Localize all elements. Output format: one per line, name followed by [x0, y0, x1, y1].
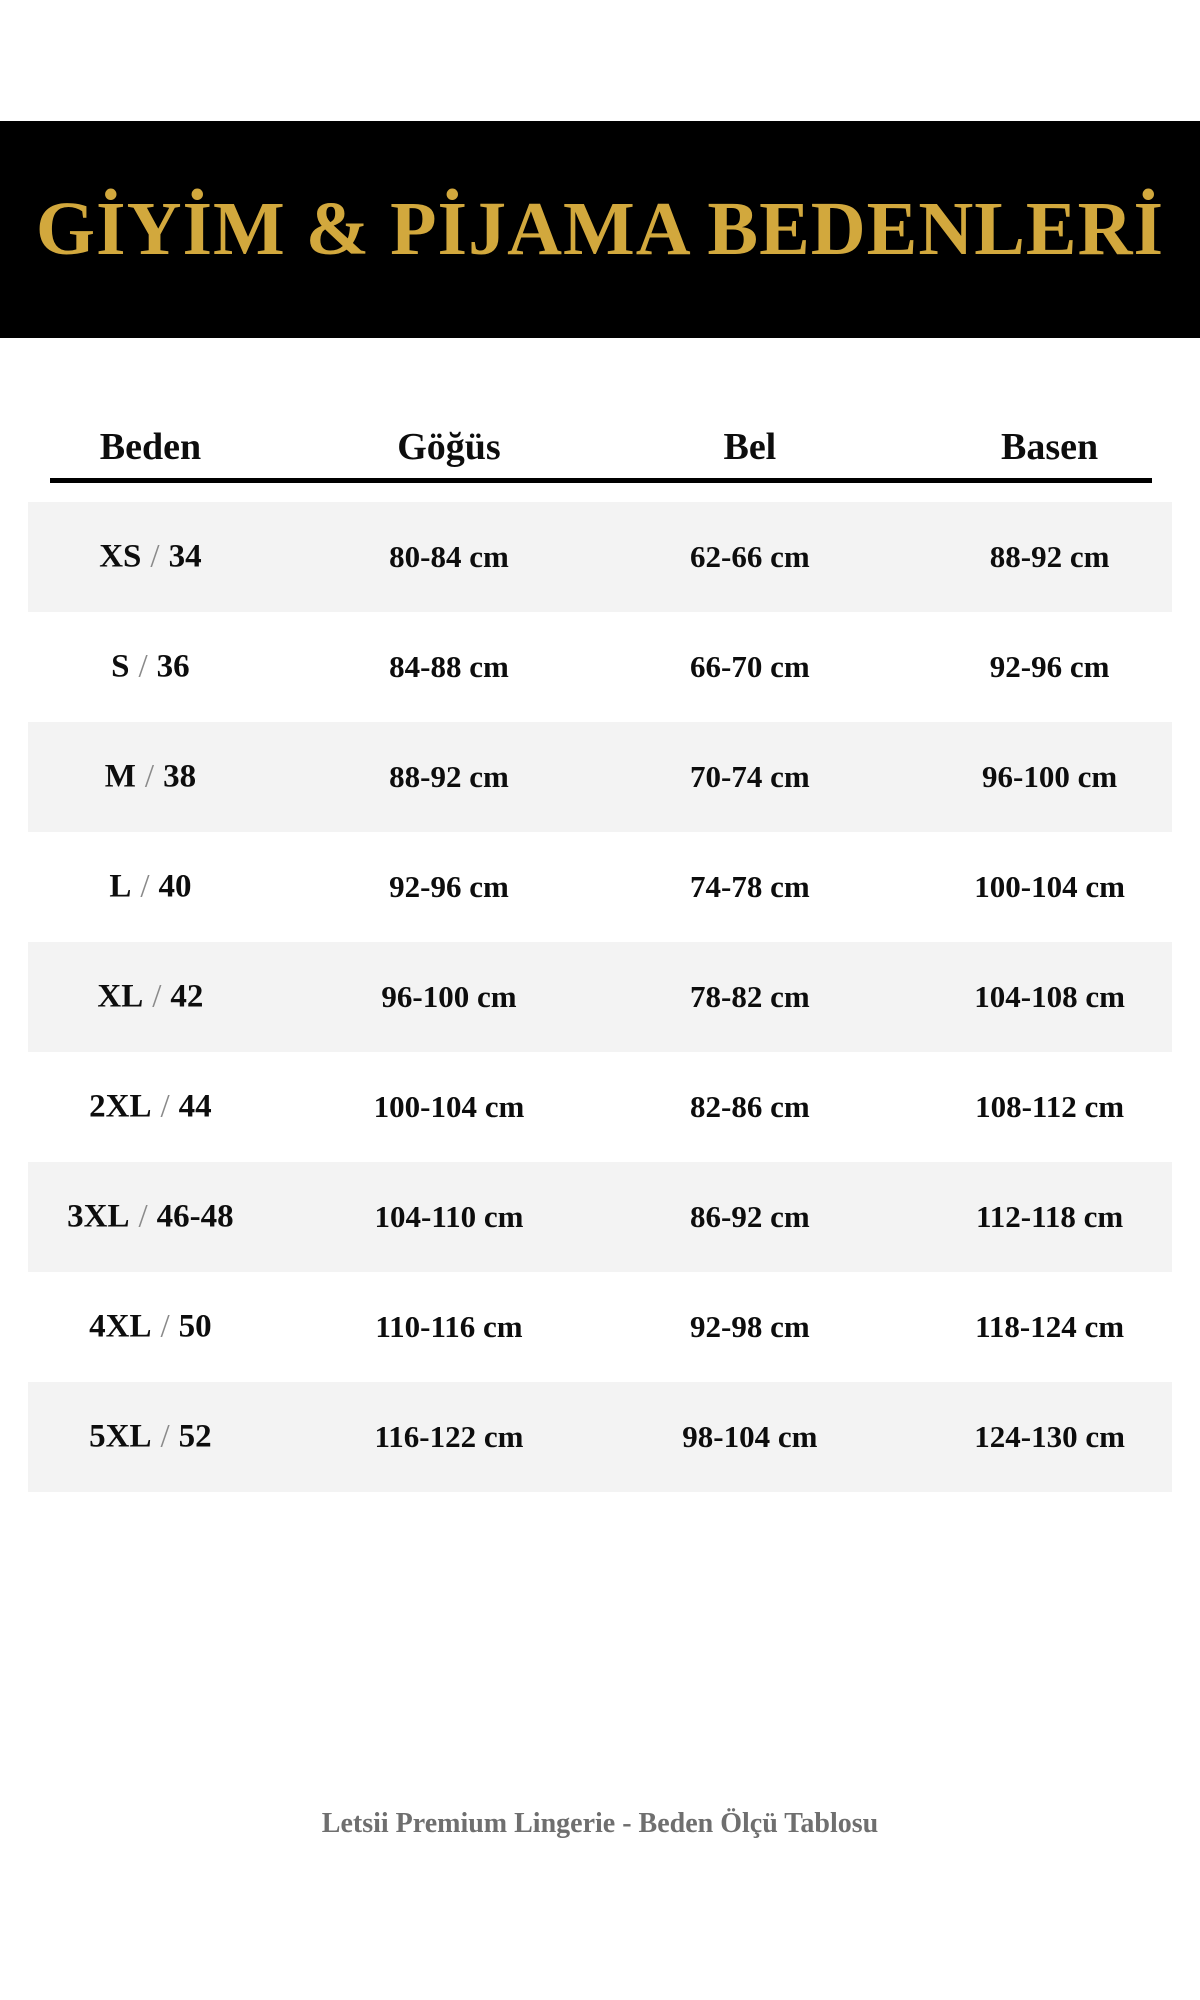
header-underline	[50, 478, 1152, 483]
size-eu: 46-48	[156, 1198, 234, 1235]
size-eu: 34	[168, 538, 202, 575]
size-intl: XS	[99, 538, 142, 575]
cell-gogus: 92-96 cm	[389, 869, 509, 904]
cell-size	[97, 979, 203, 1016]
cell-gogus: 96-100 cm	[381, 979, 517, 1014]
size-separator: /	[140, 868, 150, 905]
table-header-row	[28, 415, 1172, 479]
size-intl: 5XL	[89, 1418, 152, 1455]
size-separator: /	[138, 1198, 148, 1235]
cell-basen: 92-96 cm	[989, 649, 1110, 684]
cell-basen: 96-100 cm	[982, 759, 1118, 794]
size-separator: /	[152, 978, 162, 1015]
size-eu: 52	[178, 1418, 212, 1455]
size-intl: 2XL	[89, 1088, 152, 1125]
cell-basen: 88-92 cm	[989, 539, 1110, 574]
cell-bel: 66-70 cm	[690, 649, 810, 684]
table-row	[28, 502, 1172, 612]
cell-gogus: 116-122 cm	[374, 1419, 524, 1454]
cell-basen: 124-130 cm	[974, 1419, 1125, 1454]
table-row	[28, 1162, 1172, 1272]
column-header-gogus: Göğüs	[397, 426, 501, 468]
column-header-beden: Beden	[99, 426, 202, 468]
column-header-bel: Bel	[723, 426, 777, 468]
table-body	[28, 502, 1172, 1492]
cell-gogus: 104-110 cm	[374, 1199, 524, 1234]
cell-gogus: 100-104 cm	[373, 1089, 525, 1124]
size-separator: /	[144, 758, 155, 795]
table-row	[28, 1382, 1172, 1492]
cell-gogus: 84-88 cm	[389, 649, 509, 684]
footer-caption: Letsii Premium Lingerie - Beden Ölçü Tablosu	[321, 1808, 879, 1839]
size-separator: /	[160, 1088, 170, 1125]
footer	[0, 1804, 1200, 1844]
cell-bel: 78-82 cm	[690, 979, 810, 1014]
size-separator: /	[160, 1308, 170, 1345]
cell-bel: 92-98 cm	[690, 1309, 810, 1344]
table-row	[28, 612, 1172, 722]
cell-basen: 104-108 cm	[974, 979, 1125, 1014]
cell-bel: 82-86 cm	[690, 1089, 810, 1124]
cell-size	[105, 759, 196, 796]
size-intl: S	[111, 648, 130, 685]
size-intl: 3XL	[67, 1198, 130, 1235]
size-eu: 36	[156, 648, 190, 685]
cell-bel: 62-66 cm	[690, 539, 810, 574]
size-intl: 4XL	[89, 1308, 152, 1345]
table-row	[28, 722, 1172, 832]
cell-basen: 118-124 cm	[975, 1309, 1125, 1344]
table-row	[28, 1272, 1172, 1382]
cell-basen: 100-104 cm	[974, 869, 1125, 904]
cell-size	[109, 869, 191, 906]
cell-basen: 108-112 cm	[975, 1089, 1125, 1124]
size-eu: 44	[178, 1088, 212, 1125]
cell-gogus: 88-92 cm	[389, 759, 509, 794]
cell-size	[89, 1419, 212, 1456]
cell-size	[67, 1199, 234, 1236]
size-separator: /	[150, 538, 160, 575]
cell-size	[89, 1089, 212, 1126]
size-eu: 40	[158, 868, 192, 905]
cell-bel: 86-92 cm	[690, 1199, 810, 1234]
size-separator: /	[138, 648, 148, 685]
cell-basen: 112-118 cm	[975, 1199, 1124, 1234]
size-eu: 42	[170, 978, 204, 1015]
table-row	[28, 942, 1172, 1052]
cell-bel: 70-74 cm	[690, 759, 810, 794]
size-eu: 38	[163, 758, 197, 795]
cell-gogus: 110-116 cm	[375, 1309, 523, 1344]
size-table	[28, 0, 1172, 2000]
cell-size	[99, 539, 201, 576]
column-header-basen: Basen	[1001, 426, 1099, 468]
size-intl: L	[109, 868, 132, 905]
size-separator: /	[160, 1418, 170, 1455]
size-intl: M	[104, 758, 136, 795]
table-row	[28, 1052, 1172, 1162]
cell-bel: 74-78 cm	[690, 869, 810, 904]
size-eu: 50	[178, 1308, 212, 1345]
table-row	[28, 832, 1172, 942]
cell-size	[89, 1309, 212, 1346]
size-intl: XL	[97, 978, 144, 1015]
page-title: GİYİM & PİJAMA BEDENLERİ	[35, 187, 1165, 271]
cell-bel: 98-104 cm	[682, 1419, 818, 1454]
cell-size	[111, 649, 190, 686]
cell-gogus: 80-84 cm	[389, 539, 509, 574]
